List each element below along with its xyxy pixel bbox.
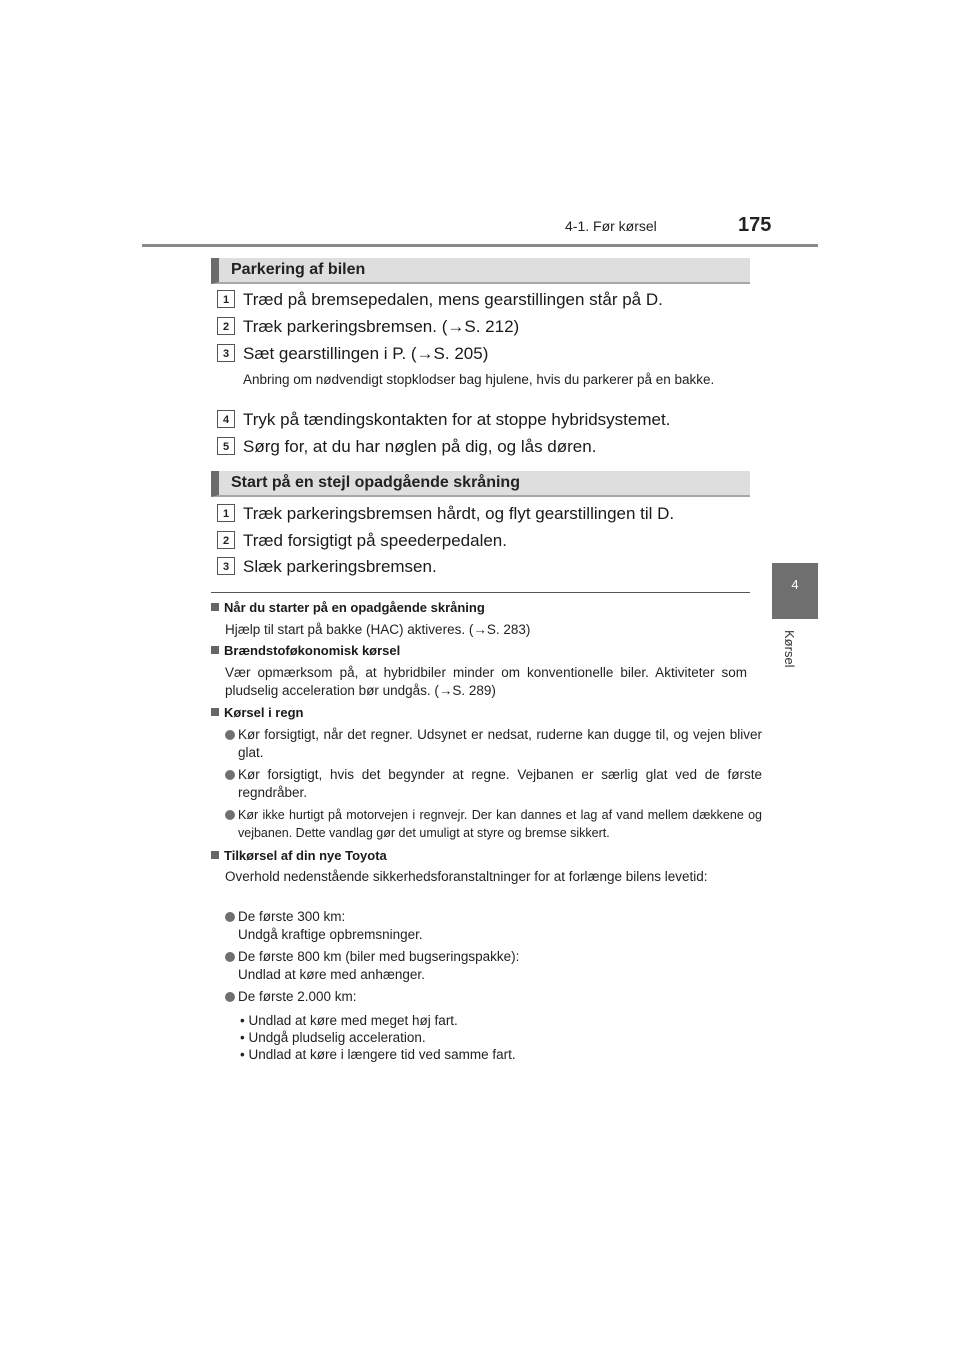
step-number-badge: 3 — [217, 344, 235, 362]
chapter-label: Kørsel — [782, 630, 797, 668]
round-bullet-icon — [225, 730, 235, 740]
round-bullet-icon — [225, 952, 235, 962]
slope-step-3 — [217, 557, 437, 577]
slope-step-2 — [217, 531, 507, 551]
info-heading-text: Kørsel i regn — [224, 705, 304, 720]
step-number-badge: 4 — [217, 410, 235, 428]
info-heading-economy — [211, 643, 400, 658]
section-title: 4-1. Før kørsel — [565, 218, 657, 234]
breakin-sub-item-1: • Undlad at køre med meget høj fart. — [240, 1013, 458, 1028]
header-divider — [142, 244, 818, 247]
info-heading-breakin — [211, 848, 387, 863]
bullet-heading: De første 2.000 km: — [238, 989, 357, 1004]
info-heading-text: Tilkørsel af din nye Toyota — [224, 848, 387, 863]
square-bullet-icon — [211, 603, 219, 611]
page-number: 175 — [738, 214, 772, 236]
square-bullet-icon — [211, 708, 219, 716]
round-bullet-icon — [225, 912, 235, 922]
parking-step-1 — [217, 290, 663, 310]
breakin-bullet-1 — [225, 908, 749, 926]
step-text: Træk parkeringsbremsen hårdt, og flyt gearstillingen til D. — [243, 504, 675, 523]
parking-step-3 — [217, 344, 488, 364]
slope-step-1 — [217, 504, 674, 524]
bullet-heading: De første 800 km (biler med bugseringspakke): — [238, 949, 520, 964]
step-text: Træd forsigtigt på speederpedalen. — [243, 531, 507, 550]
step-text: Sørg for, at du har nøglen på dig, og lås døren. — [243, 437, 597, 456]
breakin-bullet-2 — [225, 948, 749, 966]
section-divider — [211, 592, 750, 593]
parking-step-5 — [217, 437, 596, 457]
parking-step-4 — [217, 410, 670, 430]
step-number-badge: 5 — [217, 437, 235, 455]
breakin-sub-item-3: • Undlad at køre i længere tid ved samme fart. — [240, 1047, 516, 1062]
info-text-uphill: Hjælp til start på bakke (HAC) aktiveres. (→S. 283) — [225, 622, 531, 637]
info-heading-text: Brændstoføkonomisk kørsel — [224, 643, 401, 658]
info-heading-rain — [211, 705, 303, 720]
step-number-badge: 1 — [217, 290, 235, 308]
step-text: Sæt gearstillingen i P. (→S. 205) — [243, 344, 489, 363]
breakin-bullet-1-detail: Undgå kraftige opbremsninger. — [238, 927, 423, 942]
info-heading-text: Når du starter på en opadgående skråning — [224, 600, 485, 615]
info-text-economy: Vær opmærksom på, at hybridbiler minder om konventionelle biler. Aktiviteter som pludselig acceleration bør undgås. (→S. 289) — [225, 665, 747, 698]
rain-bullet-3 — [225, 806, 762, 842]
info-text-breakin: Overhold nedenstående sikkerhedsforanstaltninger for at forlænge bilens levetid: — [225, 869, 708, 884]
step-text: Træd på bremsepedalen, mens gearstillingen står på D. — [243, 290, 663, 309]
bullet-text: Kør ikke hurtigt på motorvejen i regnvejr. Der kan dannes et lag af vand mellem dækkene og vejbanen. Dette vandlag gør det umuligt at styre og bremse sikkert. — [238, 808, 762, 840]
parking-note: Anbring om nødvendigt stopklodser bag hjulene, hvis du parkerer på en bakke. — [243, 372, 715, 387]
bullet-heading: De første 300 km: — [238, 909, 346, 924]
round-bullet-icon — [225, 992, 235, 1002]
breakin-sub-item-2: • Undgå pludselig acceleration. — [240, 1030, 426, 1045]
rain-bullet-2 — [225, 766, 762, 802]
bullet-text: Kør forsigtigt, når det regner. Udsynet er nedsat, ruderne kan dugge til, og vejen bliver glat. — [238, 727, 762, 760]
section-header-parking: Parkering af bilen — [211, 258, 750, 284]
rain-bullet-1 — [225, 726, 762, 762]
section-header-slope: Start på en stejl opadgående skråning — [211, 471, 750, 497]
round-bullet-icon — [225, 810, 235, 820]
step-number-badge: 3 — [217, 557, 235, 575]
step-text: Tryk på tændingskontakten for at stoppe hybridsystemet. — [243, 410, 671, 429]
step-number-badge: 2 — [217, 531, 235, 549]
square-bullet-icon — [211, 646, 219, 654]
step-text: Træk parkeringsbremsen. (→S. 212) — [243, 317, 520, 336]
parking-step-2 — [217, 317, 519, 337]
bullet-text: Kør forsigtigt, hvis det begynder at regne. Vejbanen er særlig glat ved de første regndråber. — [238, 767, 762, 800]
square-bullet-icon — [211, 851, 219, 859]
breakin-bullet-2-detail: Undlad at køre med anhænger. — [238, 967, 425, 982]
round-bullet-icon — [225, 770, 235, 780]
step-number-badge: 2 — [217, 317, 235, 335]
breakin-bullet-3 — [225, 988, 749, 1006]
chapter-number: 4 — [791, 577, 799, 592]
step-number-badge: 1 — [217, 504, 235, 522]
step-text: Slæk parkeringsbremsen. — [243, 557, 437, 576]
info-heading-uphill — [211, 600, 485, 615]
